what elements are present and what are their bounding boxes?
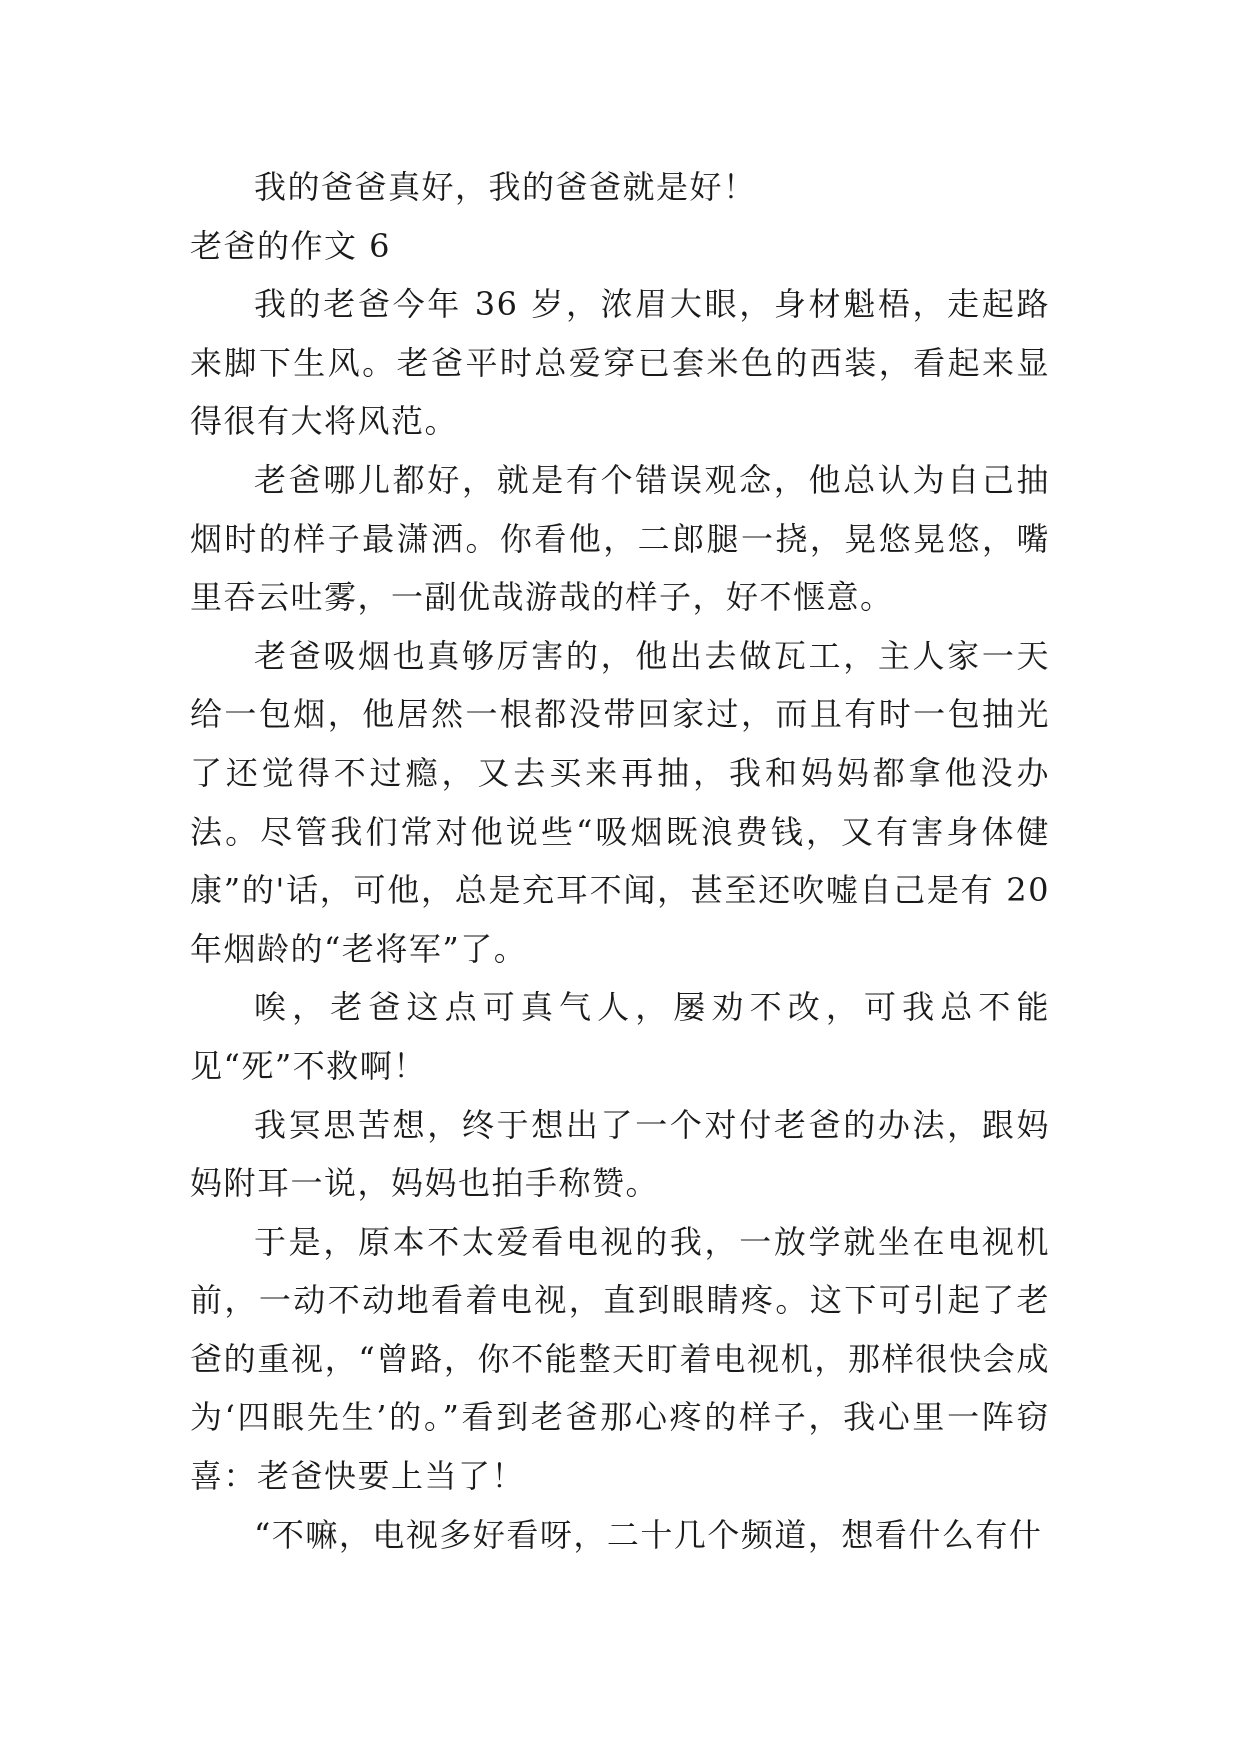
- paragraph-smoking-amount: 老爸吸烟也真够厉害的，他出去做瓦工，主人家一天给一包烟，他居然一根都没带回家过，而且有时一包抽光了还觉得不过瘾，又去买来再抽，我和妈妈都拿他没办法。尽管我们常对他说些“吸烟既浪费钱，又有害身体健康”的'话，可他，总是充耳不闻，甚至还吹嘘自己是有 20 年烟龄的“老将军”了。: [190, 636, 1050, 968]
- paragraph-dialogue: “不嘛，电视多好看呀，二十几个频道，想看什么有什: [254, 1515, 1043, 1554]
- paragraph-frustration: 唉，老爸这点可真气人，屡劝不改，可我总不能见“死”不救啊！: [190, 988, 1050, 1085]
- paragraph-description: 我的老爸今年 36 岁，浓眉大眼，身材魁梧，走起路来脚下生风。老爸平时总爱穿已套米色的西装，看起来显得很有大将风范。: [190, 285, 1050, 441]
- paragraph-tv-trick: 于是，原本不太爱看电视的我，一放学就坐在电视机前，一动不动地看着电视，直到眼睛疼。这下可引起了老爸的重视，“曾路，你不能整天盯着电视机，那样很快会成为‘四眼先生’的。”看到老爸那心疼的样子，我心里一阵窃喜：老爸快要上当了！: [190, 1222, 1050, 1496]
- paragraph-closing-line: 我的爸爸真好，我的爸爸就是好！: [254, 168, 757, 206]
- document-body: [190, 158, 1050, 1564]
- essay-heading: 老爸的作文 6: [190, 226, 392, 265]
- paragraph-smoking-habit: 老爸哪儿都好，就是有个错误观念，他总认为自己抽烟时的样子最潇洒。你看他，二郎腿一挠，晃悠晃悠，嘴里吞云吐雾，一副优哉游哉的样子，好不惬意。: [190, 460, 1050, 617]
- paragraph-plan: 我冥思苦想，终于想出了一个对付老爸的办法，跟妈妈附耳一说，妈妈也拍手称赞。: [190, 1105, 1050, 1203]
